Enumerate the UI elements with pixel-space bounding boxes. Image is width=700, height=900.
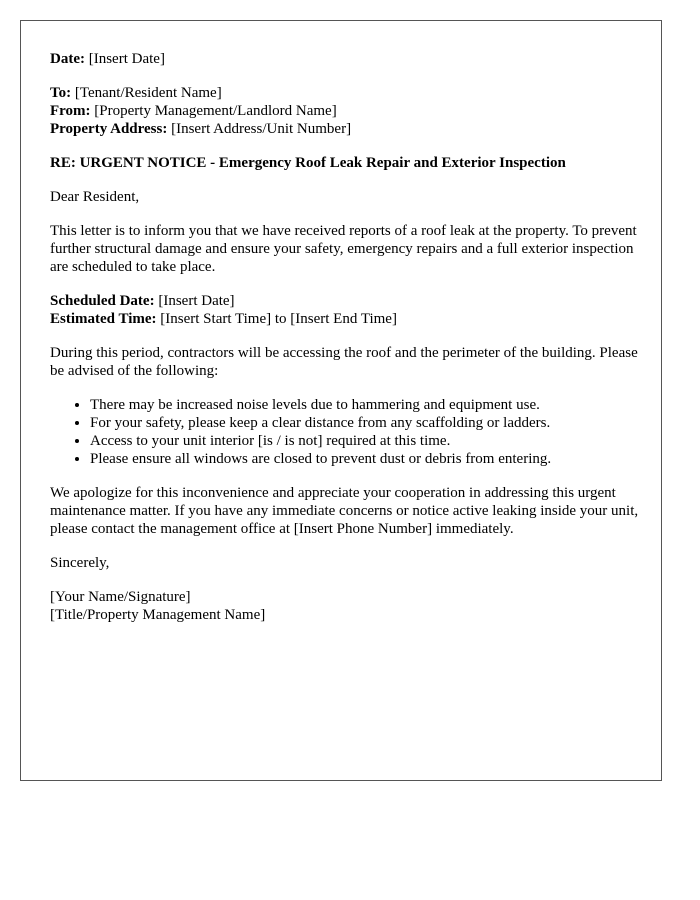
subject-line: RE: URGENT NOTICE - Emergency Roof Leak Repair and Exterior Inspection bbox=[50, 155, 566, 171]
signature-name: [Your Name/Signature] bbox=[50, 589, 191, 605]
address-label: Property Address: bbox=[50, 121, 168, 137]
from-value: [Property Management/Landlord Name] bbox=[90, 103, 337, 119]
letter-addressing bbox=[50, 84, 641, 138]
signoff: Sincerely, bbox=[50, 555, 110, 571]
scheduled-date-label: Scheduled Date: bbox=[50, 293, 155, 309]
address-value: [Insert Address/Unit Number] bbox=[167, 121, 352, 137]
to-line bbox=[50, 84, 641, 102]
address-line bbox=[50, 120, 641, 138]
estimated-time-value: [Insert Start Time] to [Insert End Time] bbox=[156, 311, 397, 327]
letter-page bbox=[20, 20, 662, 781]
date-value: [Insert Date] bbox=[84, 51, 165, 67]
letter-date bbox=[50, 50, 641, 68]
from-label: From: bbox=[50, 103, 91, 119]
signature-title: [Title/Property Management Name] bbox=[50, 607, 266, 623]
closing-paragraph: We apologize for this inconvenience and appreciate your cooperation in addressing this urgent maintenance matter. If you have any immediate concerns or notice active leaking inside your unit, please contact the management office at [Insert Phone Number] immediately. bbox=[50, 485, 639, 537]
to-label: To: bbox=[50, 85, 72, 101]
scheduled-date-value: [Insert Date] bbox=[154, 293, 235, 309]
list-item: • Access to your unit interior [is / is not] required at this time. bbox=[90, 432, 641, 450]
advisory-list bbox=[50, 396, 641, 468]
list-item: • For your safety, please keep a clear distance from any scaffolding or ladders. bbox=[90, 414, 641, 432]
scheduled-date-line bbox=[50, 292, 641, 310]
list-item: • There may be increased noise levels due to hammering and equipment use. bbox=[90, 396, 641, 414]
period-paragraph: During this period, contractors will be accessing the roof and the perimeter of the building. Please be advised of the following: bbox=[50, 345, 638, 379]
schedule-block bbox=[50, 292, 641, 328]
estimated-time-label: Estimated Time: bbox=[50, 311, 157, 327]
from-line bbox=[50, 102, 641, 120]
salutation: Dear Resident, bbox=[50, 189, 140, 205]
date-label: Date: bbox=[50, 51, 85, 67]
signature-block bbox=[50, 588, 641, 624]
to-value: [Tenant/Resident Name] bbox=[71, 85, 222, 101]
list-item: • Please ensure all windows are closed to prevent dust or debris from entering. bbox=[90, 450, 641, 468]
intro-paragraph: This letter is to inform you that we have received reports of a roof leak at the property. To prevent further structural damage and ensure your safety, emergency repairs and a full exterior inspection are scheduled to take place. bbox=[50, 223, 637, 275]
estimated-time-line bbox=[50, 310, 641, 328]
